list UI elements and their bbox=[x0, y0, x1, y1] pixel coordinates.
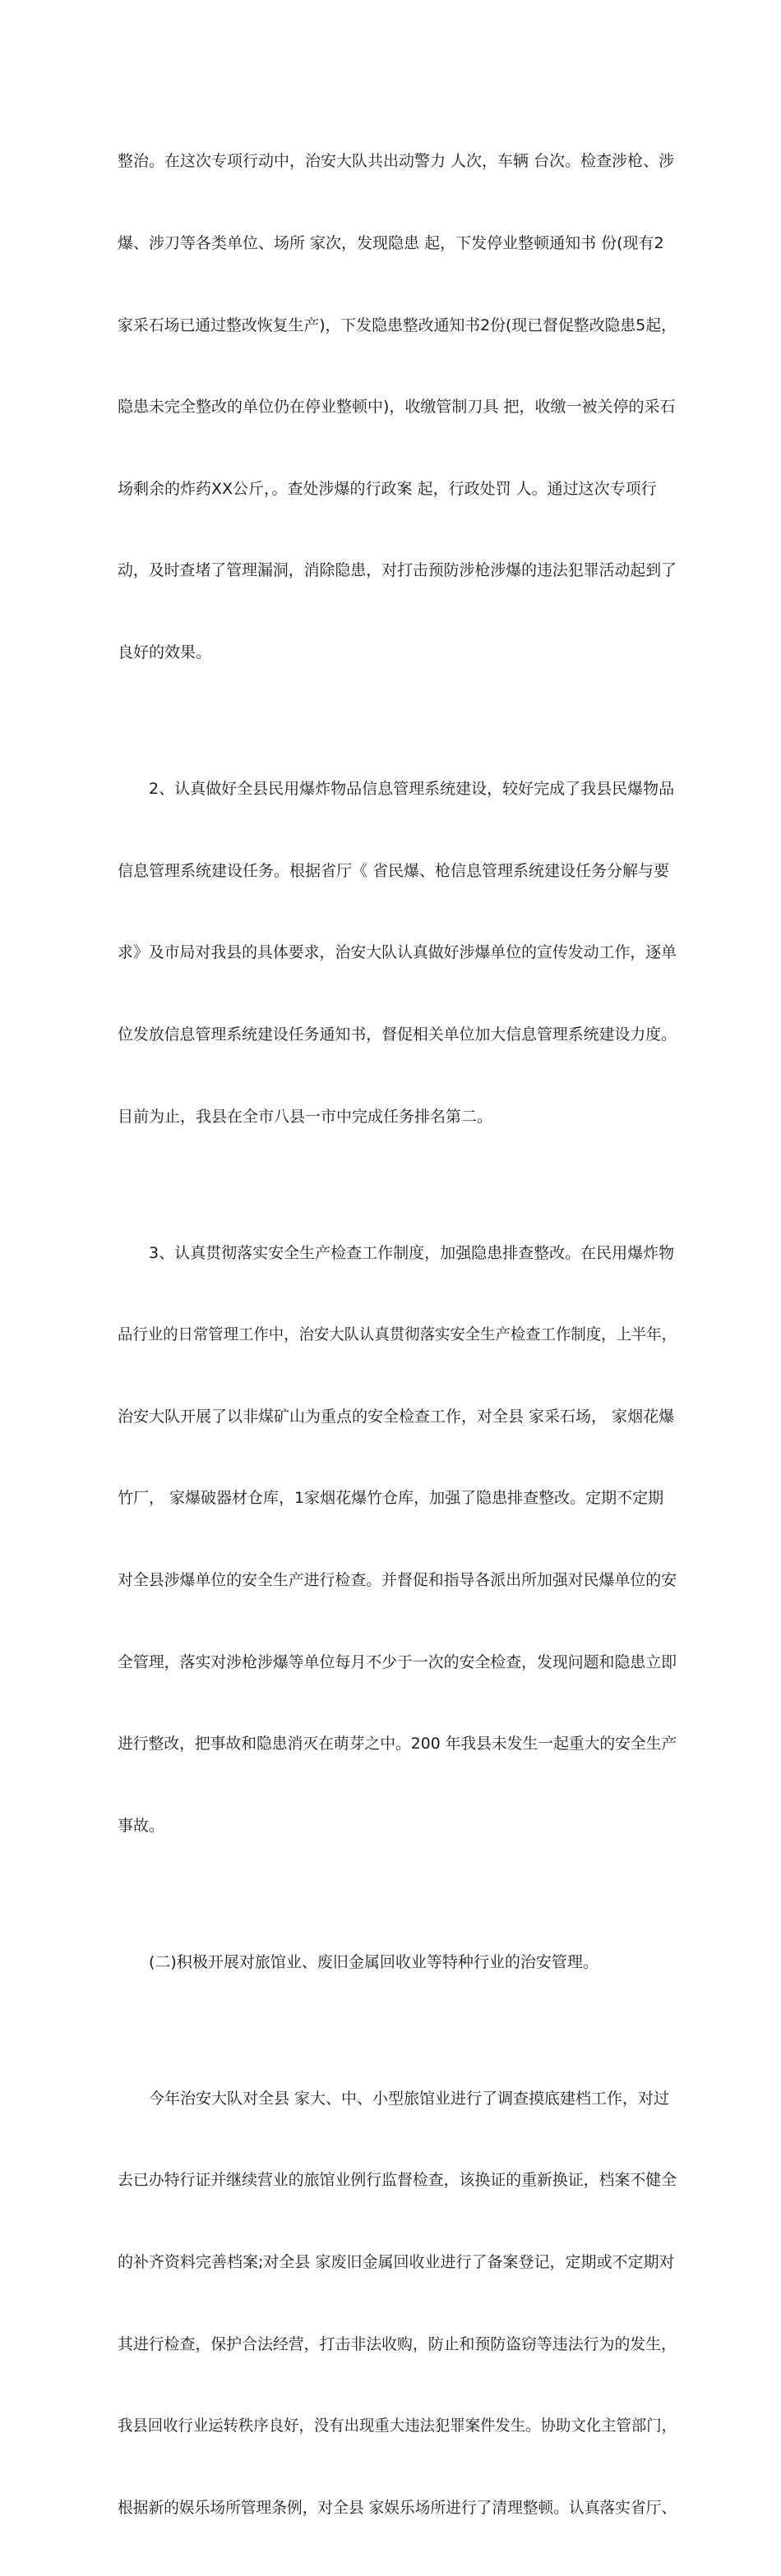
paragraph-1 bbox=[118, 94, 677, 721]
document-body bbox=[118, 94, 677, 2576]
text-line: 事故。 bbox=[118, 1816, 165, 1835]
text-line: 2、认真做好全县民用爆炸物品信息管理系统建设，较好完成了我县民爆物品 bbox=[149, 780, 675, 799]
text-line: 动，及时查堵了管理漏洞，消除隐患，对打击预防涉枪涉爆的违法犯罪活动起到了 bbox=[118, 561, 677, 580]
text-line: 竹厂， 家爆破器材仓库，1家烟花爆竹仓库，加强了隐患排查整改。定期不定期 bbox=[118, 1489, 664, 1508]
text-line: 3、认真贯彻落实安全生产检查工作制度，加强隐患排查整改。在民用爆炸物 bbox=[149, 1243, 675, 1262]
text-line: 治安大队开展了以非煤矿山为重点的安全检查工作，对全县 家采石场， 家烟花爆 bbox=[118, 1407, 675, 1426]
text-line: 信息管理系统建设任务。根据省厅《 省民爆、枪信息管理系统建设任务分解与要 bbox=[118, 861, 670, 880]
text-line: 我县回收行业运转秩序良好，没有出现重大违法犯罪案件发生。协助文化主管部门， bbox=[118, 2417, 677, 2435]
paragraph-3 bbox=[118, 1185, 677, 1894]
text-line: 去已办特行证并继续营业的旅馆业例行监督检查，该换证的重新换证，档案不健全 bbox=[118, 2171, 677, 2190]
text-line: 的补齐资料完善档案;对全县 家废旧金属回收业进行了备案登记，定期或不定期对 bbox=[118, 2253, 675, 2272]
text-line: 整治。在这次专项行动中，治安大队共出动警力 人次，车辆 台次。检查涉枪、涉 bbox=[118, 152, 675, 171]
section-heading: (二)积极开展对旅馆业、废旧金属回收业等特种行业的治安管理。 bbox=[149, 1952, 598, 1971]
text-line: 品行业的日常管理工作中，治安大队认真贯彻落实安全生产检查工作制度，上半年， bbox=[118, 1325, 677, 1344]
text-line: 良好的效果。 bbox=[118, 643, 212, 662]
text-line: 目前为止，我县在全市八县一市中完成任务排名第二。 bbox=[118, 1107, 493, 1126]
text-line: 位发放信息管理系统建设任务通知书，督促相关单位加大信息管理系统建设力度。 bbox=[118, 1025, 677, 1044]
paragraph-2 bbox=[118, 721, 677, 1185]
paragraph-4-heading bbox=[118, 1894, 677, 2030]
text-line: 对全县涉爆单位的安全生产进行检查。并督促和指导各派出所加强对民爆单位的安 bbox=[118, 1570, 677, 1589]
text-line: 根据新的娱乐场所管理条例，对全县 家娱乐场所进行了清理整顿。认真落实省厅、 bbox=[118, 2498, 677, 2517]
text-line: 今年治安大队对全县 家大、中、小型旅馆业进行了调查摸底建档工作，对过 bbox=[149, 2089, 670, 2108]
text-line: 进行整改，把事故和隐患消灭在萌芽之中。200 年我县未发生一起重大的安全生产 bbox=[118, 1735, 677, 1753]
text-line: 全管理，落实对涉枪涉爆等单位每月不少于一次的安全检查，发现问题和隐患立即 bbox=[118, 1652, 677, 1671]
text-line: 其进行检查，保护合法经营，打击非法收购，防止和预防盗窃等违法行为的发生， bbox=[118, 2334, 677, 2353]
text-line: 爆、涉刀等各类单位、场所 家次，发现隐患 起，下发停业整顿通知书 份(现有2 bbox=[118, 234, 664, 253]
text-line: 家采石场已通过整改恢复生产)，下发隐患整改通知书2份(现已督促整改隐患5起， bbox=[118, 316, 677, 334]
paragraph-5 bbox=[118, 2030, 677, 2576]
text-line: 隐患未完全整改的单位仍在停业整顿中)，收缴管制刀具 把，收缴一被关停的采石 bbox=[118, 398, 676, 417]
text-line: 场剩余的炸药XX公斤，。查处涉爆的行政案 起，行政处罚 人。通过这次专项行 bbox=[118, 479, 657, 498]
text-line: 求》及市局对我县的具体要求，治安大队认真做好涉爆单位的宣传发动工作，逐单 bbox=[118, 943, 677, 962]
